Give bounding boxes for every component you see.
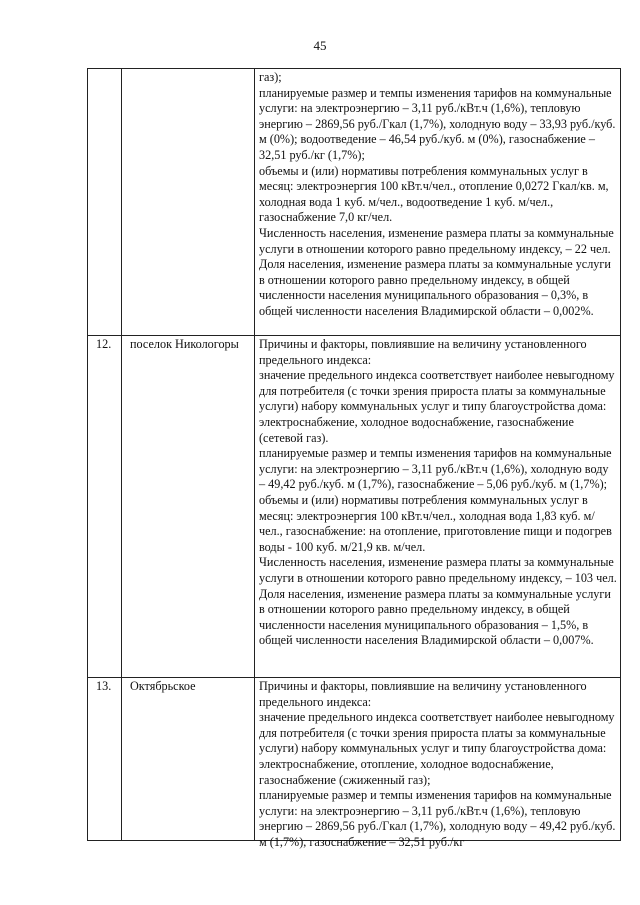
- tariff-table: [87, 68, 621, 849]
- paragraph: объемы и (или) нормативы потребления коммунальных услуг в месяц: электроэнергия 100 кВт.ч/чел., холодная вода 1,83 куб. м/чел., газоснабжение: на отопление, приготовление пищи и подогрев воды - 100 куб. м/21,9 кв. м/чел.: [259, 492, 612, 554]
- paragraph: Причины и факторы, повлиявшие на величину установленного предельного индекса:: [259, 337, 587, 367]
- municipality-name-cell: Октябрьское: [122, 678, 255, 841]
- description-cell: [255, 336, 621, 678]
- paragraph: Причины и факторы, повлиявшие на величину установленного предельного индекса:: [259, 679, 587, 709]
- row-number-cell: [88, 69, 122, 336]
- description-cell: [255, 69, 621, 336]
- paragraph: газ);: [259, 70, 282, 84]
- table-row: [88, 678, 621, 841]
- paragraph: Численность населения, изменение размера платы за коммунальные услуги в отношении которого равно предельному индексу, – 22 чел.: [259, 225, 614, 256]
- paragraph: Доля населения, изменение размера платы за коммунальные услуги в отношении которого равно предельному индексу, в общей численности населения муниципального образования – 0,3%, в общей численности населения Владимирской области – 0,002%.: [259, 257, 611, 318]
- paragraph: значение предельного индекса соответствует наиболее невыгодному для потребителя (с точки зрения прироста платы за коммунальные услуги) набору коммунальных услуг и типу благоустройства дома: электроснабжение, отопление, холодное водоснабжение, газоснабжение (сжиженный газ);: [259, 710, 615, 787]
- paragraph: объемы и (или) нормативы потребления коммунальных услуг в месяц: электроэнергия 100 кВт.ч/чел., отопление 0,0272 Гкал/кв. м, холодная вода 1 куб. м/чел., водоотведение 1 куб. м/чел., газоснабжение 7,0 кг/чел.: [259, 163, 609, 225]
- paragraph: планируемые размер и темпы изменения тарифов на коммунальные услуги: на электроэнергию – 3,11 руб./кВт.ч (1,6%), тепловую энергию – 2869,56 руб./Гкал (1,7%), холодную воду – 49,42 руб./куб. м (1,7%), газоснабжение – 32,51 руб./кг: [259, 788, 616, 849]
- paragraph: планируемые размер и темпы изменения тарифов на коммунальные услуги: на электроэнергию – 3,11 руб./кВт.ч (1,6%), тепловую энергию – 2869,56 руб./Гкал (1,7%), холодную воду – 33,93 руб./куб. м (0%); водоотведение – 46,54 руб./куб. м (0%), газоснабжение – 32,51 руб./кг (1,7%);: [259, 85, 616, 162]
- description-cell: [255, 678, 621, 849]
- page-number: 45: [313, 38, 327, 53]
- municipality-name-cell: поселок Никологоры: [122, 336, 255, 678]
- paragraph: Численность населения, изменение размера платы за коммунальные услуги в отношении которого равно предельному индексу, – 103 чел.: [259, 555, 617, 585]
- paragraph: Доля населения, изменение размера платы за коммунальные услуги в отношении которого равно предельному индексу, в общей численности населения муниципального образования – 1,5%, в общей численности населения Владимирской области – 0,007%.: [259, 586, 611, 648]
- row-number-cell: 13.: [88, 678, 122, 841]
- paragraph: значение предельного индекса соответствует наиболее невыгодному для потребителя (с точки зрения прироста платы за коммунальные услуги) набору коммунальных услуг и типу благоустройства дома: электроснабжение, холодное водоснабжение, газоснабжение (сетевой газ).: [259, 368, 615, 445]
- table-row: [88, 336, 621, 678]
- municipality-name-cell: [122, 69, 255, 336]
- row-number-cell: 12.: [88, 336, 122, 678]
- paragraph: планируемые размер и темпы изменения тарифов на коммунальные услуги: на электроэнергию – 3,11 руб./кВт.ч (1,6%), холодную воду – 49,42 руб./куб. м (1,7%), газоснабжение – 5,06 руб./куб. м (1,7%);: [259, 446, 612, 492]
- table-row: [88, 69, 621, 336]
